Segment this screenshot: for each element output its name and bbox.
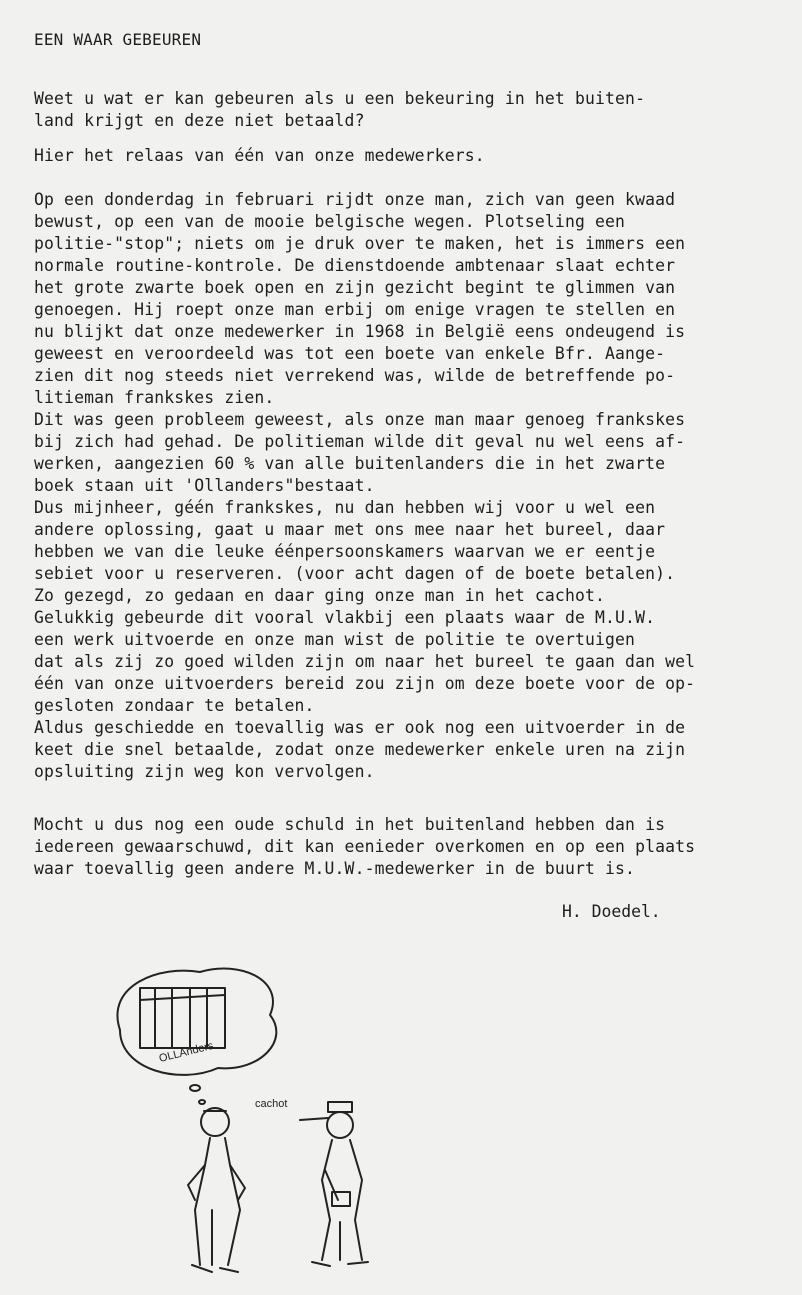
author-signature: H. Doedel.: [562, 902, 661, 921]
body-line: Dus mijnheer, géén frankskes, nu dan hebben wij voor u wel een: [34, 498, 656, 517]
body-line: bewust, op een van de mooie belgische wegen. Plotseling een: [34, 212, 626, 231]
body-line: sebiet voor u reserveren. (voor acht dagen of de boete betalen).: [34, 564, 676, 583]
body-line: één van onze uitvoerders bereid zou zijn om deze boete voor de op-: [34, 674, 696, 693]
closing-line: iedereen gewaarschuwd, dit kan eenieder overkomen en op een plaats: [34, 837, 696, 856]
intro-line: land krijgt en deze niet betaald?: [34, 111, 365, 130]
intro-line: Hier het relaas van één van onze medewerkers.: [34, 146, 485, 165]
body-line: nu blijkt dat onze medewerker in 1968 in België eens ondeugend is: [34, 322, 686, 341]
body-line: politie-"stop"; niets om je druk over te maken, het is immers een: [34, 234, 686, 253]
body-line: boek staan uit 'Ollanders"bestaat.: [34, 476, 375, 495]
right-man-figure: [312, 1102, 368, 1266]
body-line: werken, aangezien 60 % van alle buitenlanders die in het zwarte: [34, 454, 666, 473]
body-line: opsluiting zijn weg kon vervolgen.: [34, 762, 375, 781]
body-line: een werk uitvoerde en onze man wist de politie te overtuigen: [34, 630, 636, 649]
cartoon-illustration: [100, 960, 560, 1290]
body-line: Zo gezegd, zo gedaan en daar ging onze man in het cachot.: [34, 586, 606, 605]
body-line: dat als zij zo goed wilden zijn om naar het bureel te gaan dan wel: [34, 652, 696, 671]
body-line: keet die snel betaalde, zodat onze medewerker enkele uren na zijn: [34, 740, 686, 759]
body-line: hebben we van die leuke éénpersoonskamers waarvan we er eentje: [34, 542, 656, 561]
intro-paragraph-2: [34, 145, 774, 167]
intro-line: Weet u wat er kan gebeuren als u een bekeuring in het buiten-: [34, 89, 646, 108]
body-paragraph: [34, 189, 774, 783]
body-line: andere oplossing, gaat u maar met ons mee naar het bureel, daar: [34, 520, 666, 539]
body-line: Op een donderdag in februari rijdt onze man, zich van geen kwaad: [34, 190, 676, 209]
body-line: litieman frankskes zien.: [34, 388, 275, 407]
body-line: geweest en veroordeeld was tot een boete van enkele Bfr. Aange-: [34, 344, 666, 363]
prison-bars-icon: [140, 988, 225, 1048]
document-title: EEN WAAR GEBEUREN: [34, 30, 202, 49]
body-line: Aldus geschiedde en toevallig was er ook nog een uitvoerder in de: [34, 718, 686, 737]
body-line: Dit was geen probleem geweest, als onze man maar genoeg frankskes: [34, 410, 686, 429]
thought-bubble-text: OLLAnders: [157, 1039, 215, 1065]
body-line: gesloten zondaar te betalen.: [34, 696, 315, 715]
closing-paragraph: [34, 814, 774, 880]
body-line: Gelukkig gebeurde dit vooral vlakbij een plaats waar de M.U.W.: [34, 608, 656, 627]
body-line: zien dit nog steeds niet verrekend was, wilde de betreffende po-: [34, 366, 676, 385]
body-line: genoegen. Hij roept onze man erbij om enige vragen te stellen en: [34, 300, 676, 319]
body-line: het grote zwarte boek open en zijn gezicht begint te glimmen van: [34, 278, 676, 297]
body-line: normale routine-kontrole. De dienstdoende ambtenaar slaat echter: [34, 256, 676, 275]
intro-paragraph: [34, 88, 774, 132]
left-man-figure: [188, 1108, 245, 1272]
thought-bubble: [117, 969, 276, 1075]
closing-line: Mocht u dus nog een oude schuld in het buitenland hebben dan is: [34, 815, 666, 834]
closing-line: waar toevallig geen andere M.U.W.-medewerker in de buurt is.: [34, 859, 636, 878]
body-line: bij zich had gehad. De politieman wilde dit geval nu wel eens af-: [34, 432, 686, 451]
speech-text: cachot: [255, 1098, 288, 1110]
